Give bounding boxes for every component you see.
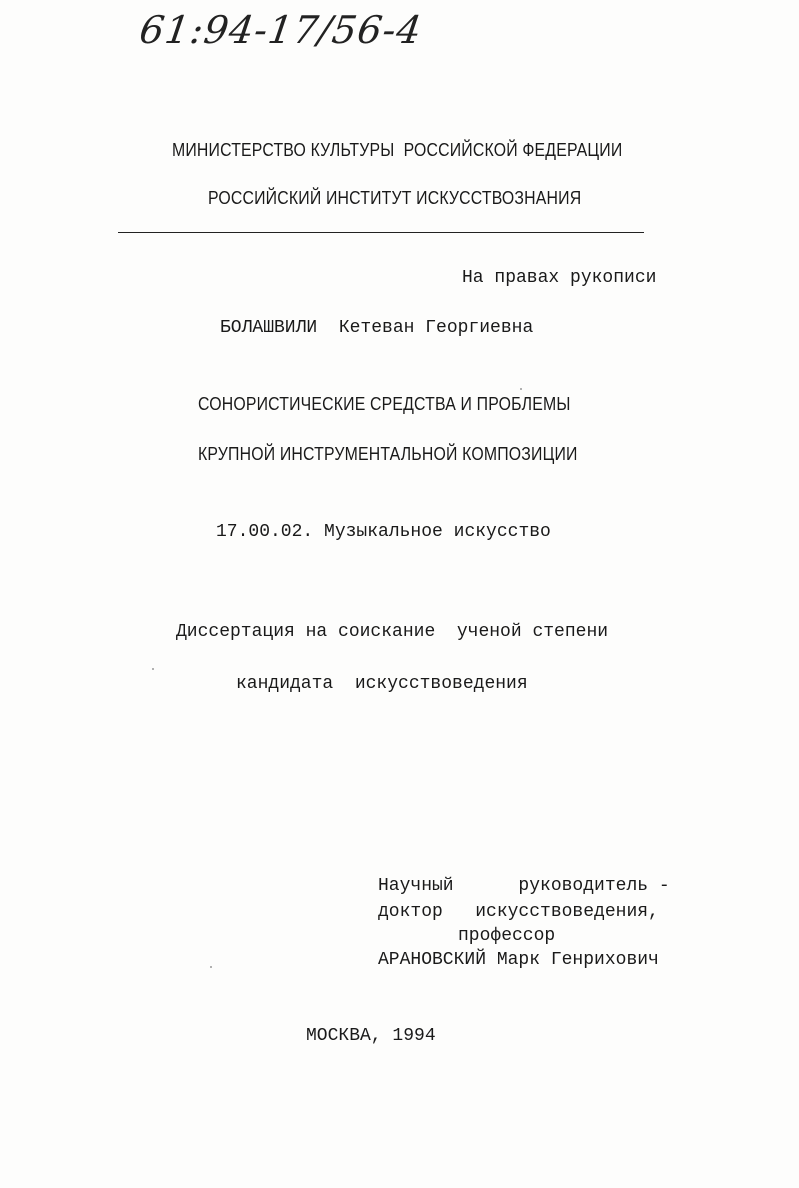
specialty-code: 17.00.02. Музыкальное искусство [216, 522, 551, 542]
title-line-1: СОНОРИСТИЧЕСКИЕ СРЕДСТВА И ПРОБЛЕМЫ [198, 394, 571, 414]
manuscript-note: На правах рукописи [462, 268, 657, 288]
degree-line-2: кандидата искусствоведения [236, 674, 528, 694]
supervisor-degree: доктор искусствоведения, [378, 902, 659, 922]
scan-speck [520, 388, 522, 390]
supervisor-title: профессор [458, 926, 556, 946]
title-line-2: КРУПНОЙ ИНСТРУМЕНТАЛЬНОЙ КОМПОЗИЦИИ [198, 444, 578, 464]
author-name: БОЛАШВИЛИ Кетеван Георгиевна [220, 318, 534, 338]
degree-line-1: Диссертация на соискание ученой степени [176, 622, 609, 642]
scan-speck [210, 966, 212, 968]
supervisor-name: АРАНОВСКИЙ Марк Генрихович [378, 950, 659, 970]
supervisor-role: Научный руководитель - [378, 876, 670, 896]
handwritten-shelfmark: 61:94-17/56-4 [136, 8, 425, 52]
ministry-heading: МИНИСТЕРСТВО КУЛЬТУРЫ РОССИЙСКОЙ ФЕДЕРАЦИИ [172, 140, 623, 160]
header-rule [118, 232, 644, 233]
scan-speck [152, 668, 154, 670]
city-year: МОСКВА, 1994 [306, 1026, 436, 1046]
institute-heading: РОССИЙСКИЙ ИНСТИТУТ ИСКУССТВОЗНАНИЯ [208, 188, 582, 208]
